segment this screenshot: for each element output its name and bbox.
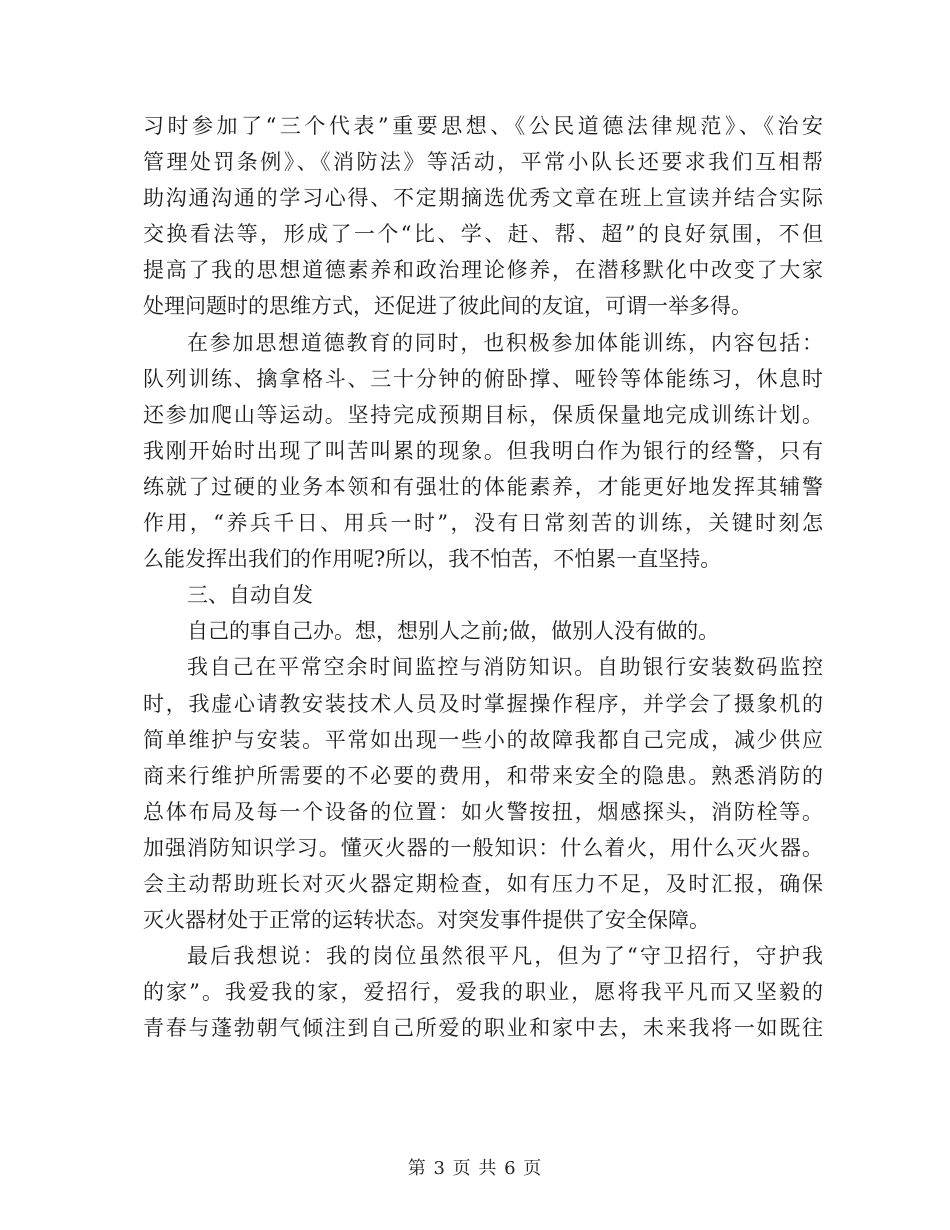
text-line: 在参加思想道德教育的同时，也积极参加体能训练，内容包括： bbox=[187, 330, 823, 355]
text-line: 简单维护与安装。平常如出现一些小的故障我都自己完成，减少供应 bbox=[143, 727, 823, 752]
text-line: 最后我想说：我的岗位虽然很平凡，但为了“守卫招行，守护我 bbox=[187, 944, 823, 969]
text-line: 时，我虚心请教安装技术人员及时掌握操作程序，并学会了摄象机的 bbox=[143, 691, 823, 716]
text-line: 三、自动自发 bbox=[187, 583, 313, 608]
text-line: 灭火器材处于正常的运转状态。对突发事件提供了安全保障。 bbox=[143, 908, 710, 933]
text-line: 管理处罚条例》、《消防法》等活动，平常小队长还要求我们互相帮 bbox=[143, 150, 823, 175]
text-line: 我自己在平常空余时间监控与消防知识。自助银行安装数码监控 bbox=[187, 655, 823, 680]
text-line: 队列训练、擒拿格斗、三十分钟的俯卧撑、哑铃等体能练习，休息时 bbox=[143, 366, 823, 391]
text-line: 商来行维护所需要的不必要的费用，和带来安全的隐患。熟悉消防的 bbox=[143, 763, 823, 788]
page-footer: 第 3 页 共 6 页 bbox=[407, 1158, 543, 1179]
text-line: 处理问题时的思维方式，还促进了彼此间的友谊，可谓一举多得。 bbox=[143, 294, 752, 319]
text-line: 自己的事自己办。想，想别人之前;做，做别人没有做的。 bbox=[187, 619, 720, 644]
text-line: 作用，“养兵千日、用兵一时”，没有日常刻苦的训练，关键时刻怎 bbox=[143, 511, 823, 536]
text-line: 交换看法等，形成了一个“比、学、赶、帮、超”的良好氛围，不但 bbox=[143, 222, 823, 247]
text-line: 加强消防知识学习。懂灭火器的一般知识：什么着火，用什么灭火器。 bbox=[143, 835, 823, 860]
text-line: 练就了过硬的业务本领和有强壮的体能素养，才能更好地发挥其辅警 bbox=[143, 474, 823, 499]
text-line: 的家”。我爱我的家，爱招行，爱我的职业，愿将我平凡而又坚毅的 bbox=[143, 980, 823, 1005]
text-line: 么能发挥出我们的作用呢?所以，我不怕苦，不怕累一直坚持。 bbox=[143, 547, 722, 572]
text-line: 会主动帮助班长对灭火器定期检查，如有压力不足，及时汇报，确保 bbox=[143, 871, 823, 896]
document-body bbox=[143, 108, 823, 1046]
text-line: 提高了我的思想道德素养和政治理论修养，在潜移默化中改变了大家 bbox=[143, 258, 823, 283]
text-line: 总体布局及每一个设备的位置：如火警按扭，烟感探头，消防栓等。 bbox=[143, 799, 823, 824]
text-line: 我刚开始时出现了叫苦叫累的现象。但我明白作为银行的经警，只有 bbox=[143, 438, 823, 463]
text-line: 还参加爬山等运动。坚持完成预期目标，保质保量地完成训练计划。 bbox=[143, 402, 823, 427]
text-line: 青春与蓬勃朝气倾注到自己所爱的职业和家中去，未来我将一如既往 bbox=[143, 1016, 823, 1041]
text-line: 习时参加了“三个代表”重要思想、《公民道德法律规范》、《治安 bbox=[143, 114, 823, 138]
text-line: 助沟通沟通的学习心得、不定期摘选优秀文章在班上宣读并结合实际 bbox=[143, 186, 823, 211]
